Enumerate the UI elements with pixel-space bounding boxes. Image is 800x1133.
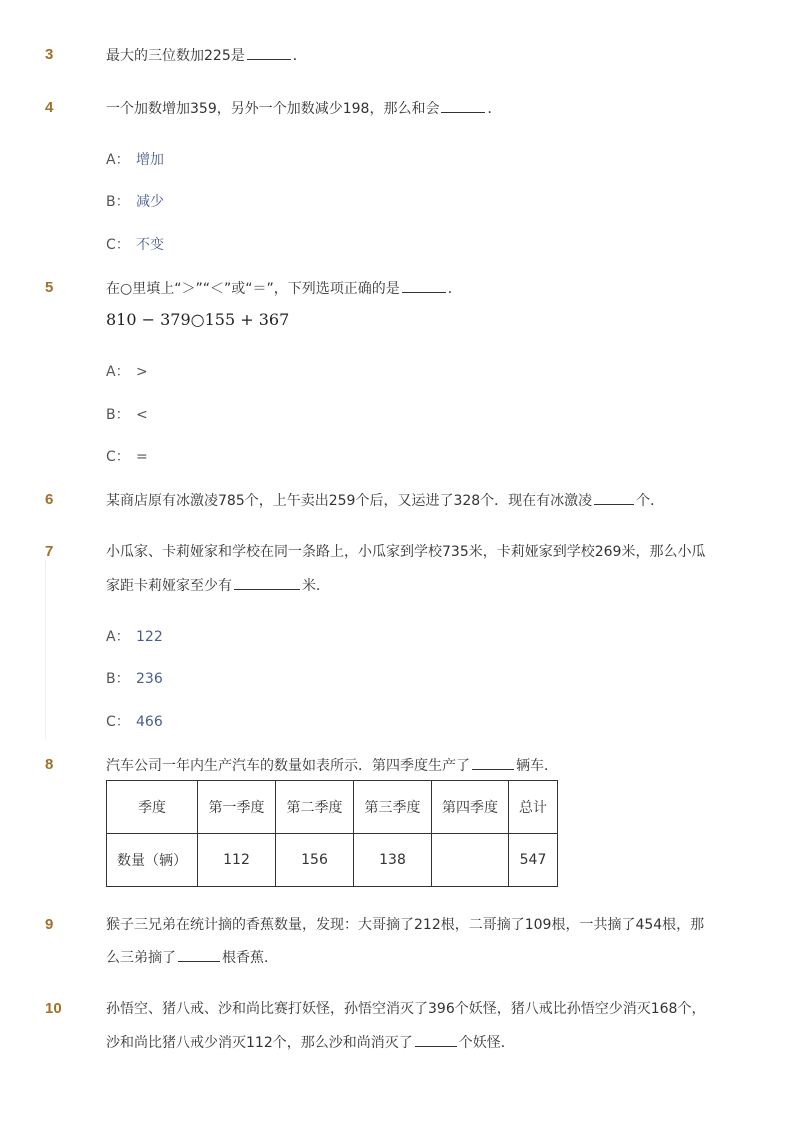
question-stem: 家距卡莉娅家至少有 [106,578,232,594]
question-5-text [106,278,462,299]
question-tail: ． [447,281,462,297]
divider [45,560,46,740]
answer-blank[interactable] [247,45,291,60]
option-text: 减少 [136,194,164,210]
table-cell: 156 [276,834,354,887]
question-stem: 在○里填上“＞”“＜”或“＝”，下列选项正确的是 [106,281,400,297]
question-10-line-2 [106,1032,515,1053]
answer-blank[interactable] [441,98,485,113]
option-b[interactable] [106,669,163,689]
production-table [106,780,558,887]
answer-blank[interactable] [234,575,300,590]
table-cell: 112 [198,834,276,887]
question-7-line-2 [106,575,330,596]
option-a[interactable] [106,362,148,382]
question-number: 3 [45,46,54,63]
question-tail: 米． [302,578,330,594]
question-tail: ． [487,101,502,117]
option-b[interactable] [106,405,148,425]
question-number: 7 [45,543,54,560]
question-number: 4 [45,99,54,116]
option-text: 236 [136,671,163,687]
option-text: 增加 [136,152,164,168]
question-6-text [106,490,664,511]
question-tail: ． [292,48,307,64]
option-text: = [136,449,148,465]
question-stem: 一个加数增加359，另外一个加数减少198，那么和会 [106,101,440,117]
question-9-line-2 [106,947,278,968]
table-header-cell: 第三季度 [354,781,432,834]
option-text: 466 [136,714,163,730]
option-letter: B： [106,407,130,423]
question-stem: 最大的三位数加225是 [106,48,245,64]
option-text: < [136,407,148,423]
question-7-line-1: 小瓜家、卡莉娅家和学校在同一条路上，小瓜家到学校735米，卡莉娅家到学校269米，那么小瓜 [106,544,706,560]
table-cell: 547 [509,834,558,887]
option-text: 122 [136,629,163,645]
table-header-cell: 第一季度 [198,781,276,834]
answer-blank[interactable] [594,490,634,505]
question-9-line-1: 猴子三兄弟在统计摘的香蕉数量，发现：大哥摘了212根，二哥摘了109根，一共摘了454根，那 [106,917,705,933]
option-a[interactable] [106,150,164,170]
option-letter: B： [106,194,130,210]
table-header-cell: 第四季度 [432,781,509,834]
table-cell-empty[interactable] [432,834,509,887]
question-number: 9 [45,916,54,933]
question-number: 8 [45,756,54,773]
option-letter: C： [106,714,130,730]
question-tail: 个． [636,493,665,509]
option-letter: A： [106,629,130,645]
answer-blank[interactable] [472,755,514,770]
option-b[interactable] [106,192,164,212]
option-c[interactable] [106,235,164,255]
question-4-text [106,98,501,119]
option-text: 不变 [136,237,164,253]
option-letter: A： [106,152,130,168]
option-letter: A： [106,364,130,380]
question-tail: 辆车． [516,758,558,774]
math-expression: 810 − 379○155 + 367 [106,310,290,329]
question-number: 6 [45,491,54,508]
question-stem: 某商店原有冰激凌785个，上午卖出259个后，又运进了328个．现在有冰激凌 [106,493,593,509]
answer-blank[interactable] [402,278,446,293]
question-stem: 汽车公司一年内生产汽车的数量如表所示．第四季度生产了 [106,758,470,774]
table-header-cell: 总计 [509,781,558,834]
table-row [107,834,558,887]
question-number: 5 [45,279,54,296]
question-tail: 根香蕉． [222,950,278,966]
answer-blank[interactable] [415,1032,457,1047]
option-c[interactable] [106,447,148,467]
option-text: > [136,364,148,380]
table-header-cell: 季度 [107,781,198,834]
table-header-row [107,781,558,834]
option-letter: B： [106,671,130,687]
table-cell: 138 [354,834,432,887]
option-a[interactable] [106,627,163,647]
question-10-line-1: 孙悟空、猪八戒、沙和尚比赛打妖怪，孙悟空消灭了396个妖怪，猪八戒比孙悟空少消灭168个， [106,1001,706,1017]
option-letter: C： [106,449,130,465]
table-cell: 数量（辆） [107,834,198,887]
question-stem: 么三弟摘了 [106,950,176,966]
option-c[interactable] [106,712,163,732]
question-tail: 个妖怪． [458,1035,515,1051]
question-stem: 沙和尚比猪八戒少消灭112个，那么沙和尚消灭了 [106,1035,413,1051]
question-3-text [106,45,307,66]
question-number: 10 [45,1000,62,1017]
answer-blank[interactable] [178,947,220,962]
option-letter: C： [106,237,130,253]
table-header-cell: 第二季度 [276,781,354,834]
question-8-text [106,755,558,776]
